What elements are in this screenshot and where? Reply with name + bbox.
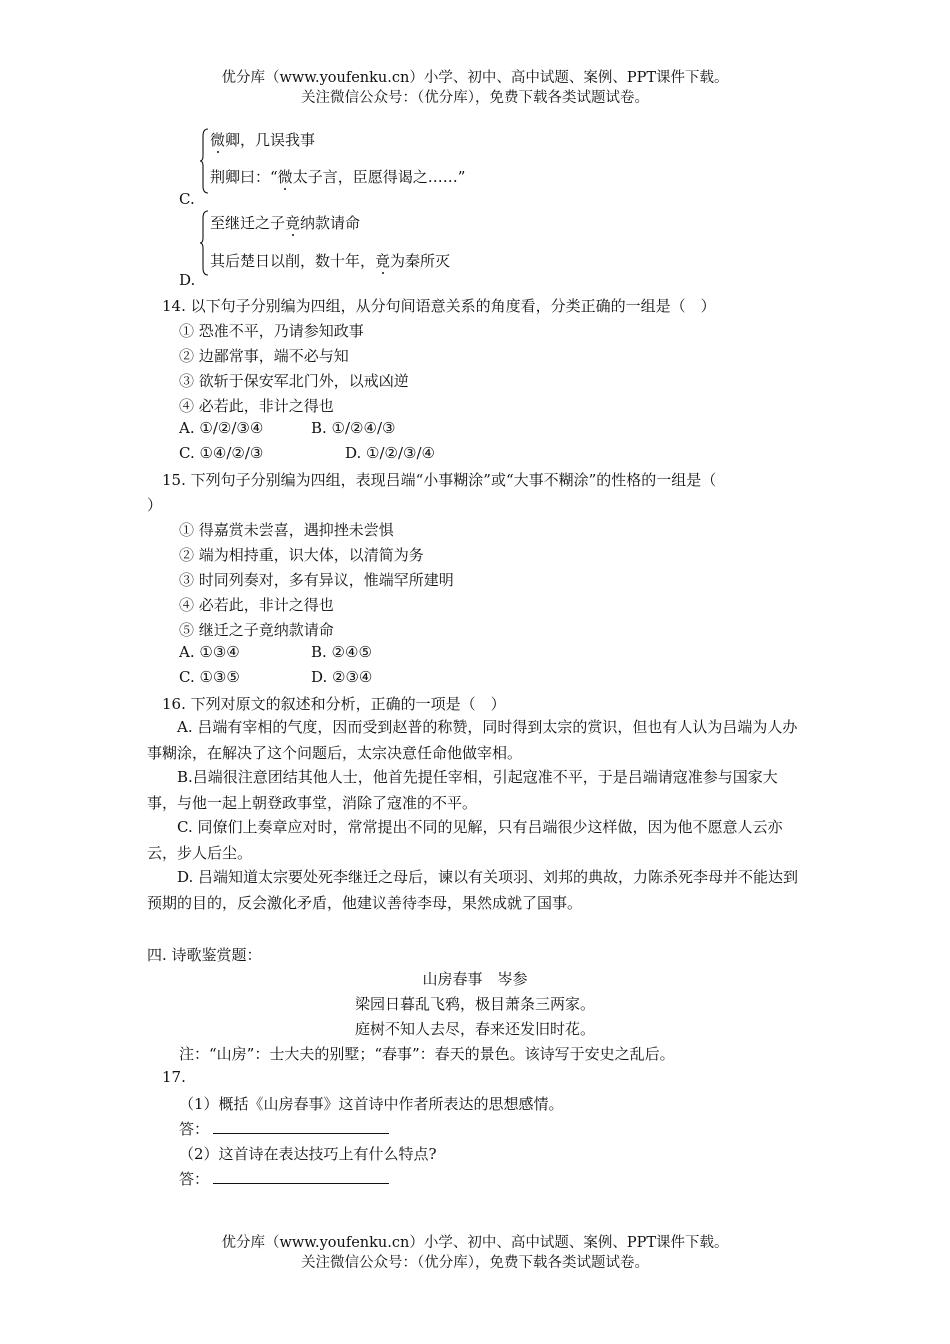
answer-line-1[interactable] xyxy=(179,1118,389,1139)
header-line-2: 关注微信公众号：（优分库），免费下载各类试题试卷。 xyxy=(301,90,649,106)
brace-c xyxy=(199,128,209,194)
q13-c-line2: 荆卿曰：“微太子言，臣愿得谒之……” xyxy=(210,168,466,186)
q15-option-d: D. ②③④ xyxy=(311,668,373,686)
q13-c-label: C. xyxy=(179,190,195,208)
q14-option-c: C. ①④/②/③ xyxy=(179,444,264,462)
answer-blank[interactable] xyxy=(213,1119,389,1134)
q14-option-a: A. ①/②/③④ xyxy=(179,419,264,437)
q15-option-c: C. ①③⑤ xyxy=(179,668,240,686)
section-title: 四. 诗歌鉴赏题： xyxy=(147,946,262,964)
q13-d-line2: 其后楚日以削，数十年，竟为秦所灭 xyxy=(210,252,451,270)
q16-option-c: C. 同僚们上奏章应对时，常常提出不同的见解，只有吕端很少这样做，因为他不愿意人云亦云，步人后尘。 xyxy=(147,818,783,862)
brace-d xyxy=(199,210,209,276)
q17-sub-2: （2）这首诗在表达技巧上有什么特点? xyxy=(179,1145,437,1163)
answer-label: 答： xyxy=(179,1120,210,1138)
q14-item-4: ④ 必若此，非计之得也 xyxy=(179,397,334,415)
q15-stem-cont: ） xyxy=(147,496,163,514)
header-line-1: 优分库（www.youfenku.cn）小学、初中、高中试题、案例、PPT课件下载。 xyxy=(221,70,729,86)
q13-d-line1: 至继迁之子竟纳款请命 xyxy=(210,214,361,232)
q17-sub-1: （1）概括《山房春事》这首诗中作者所表达的思想感情。 xyxy=(179,1095,564,1113)
emphasis-char: 竟 xyxy=(285,214,301,232)
emphasis-char: 竟 xyxy=(375,252,391,270)
q15-option-a: A. ①③④ xyxy=(179,643,240,661)
q16-option-a: A. 吕端有宰相的气度，因而受到赵普的称赞，同时得到太宗的赏识，但也有人认为吕端为人办事糊涂，在解决了这个问题后，太宗决意任命他做宰相。 xyxy=(147,718,798,762)
q15-item-3: ③ 时同列奏对，多有异议，惟端罕所建明 xyxy=(179,571,454,589)
q14-option-d: D. ①/②/③/④ xyxy=(345,444,435,462)
q14-item-1: ① 恐准不平，乃请参知政事 xyxy=(179,322,364,340)
q14-option-b: B. ①/②④/③ xyxy=(311,419,396,437)
answer-line-2[interactable] xyxy=(179,1168,389,1189)
poem-line-1: 梁园日暮乱飞鸦，极目萧条三两家。 xyxy=(354,995,595,1013)
poem-note: 注：“山房”：士大夫的别墅；“春事”：春天的景色。该诗写于安史之乱后。 xyxy=(179,1045,675,1063)
q16-option-b: B.吕端很注意团结其他人士，他首先提任宰相，引起寇准不平，于是吕端请寇准参与国家大事，与他一起上朝登政事堂，消除了寇准的不平。 xyxy=(147,768,778,812)
q15-item-2: ② 端为相持重，识大体，以清简为务 xyxy=(179,546,424,564)
poem-title: 山房春事 岑参 xyxy=(422,970,528,988)
q14-item-3: ③ 欲斩于保安军北门外，以戒凶逆 xyxy=(179,372,409,390)
footer-line-2: 关注微信公众号：（优分库），免费下载各类试题试卷。 xyxy=(301,1255,649,1271)
question-17-number: 17. xyxy=(162,1068,186,1086)
emphasis-char: 微 xyxy=(277,168,293,186)
q15-item-1: ① 得嘉赏未尝喜，遇抑挫未尝惧 xyxy=(179,521,394,539)
answer-blank[interactable] xyxy=(213,1169,389,1184)
q16-stem: 16. 下列对原文的叙述和分析，正确的一项是（ ） xyxy=(162,695,506,713)
q15-item-5: ⑤ 继迁之子竟纳款请命 xyxy=(179,621,334,639)
poem-line-2: 庭树不知人去尽，春来还发旧时花。 xyxy=(354,1020,595,1038)
q15-stem: 15. 下列句子分别编为四组，表现吕端“小事糊涂”或“大事不糊涂”的性格的一组是（ xyxy=(162,471,717,489)
q15-item-4: ④ 必若此，非计之得也 xyxy=(179,596,334,614)
q13-c-line1: 微卿，几误我事 xyxy=(210,131,316,149)
q14-stem: 14. 以下句子分别编为四组，从分句间语意关系的角度看，分类正确的一组是（ ） xyxy=(162,297,716,315)
q14-item-2: ② 边鄙常事，端不必与知 xyxy=(179,347,349,365)
q16-option-d: D. 吕端知道太宗要处死李继迁之母后，谏以有关项羽、刘邦的典故，力陈杀死李母并不能达到预期的目的，反会激化矛盾，他建议善待李母，果然成就了国事。 xyxy=(147,868,799,912)
answer-label: 答： xyxy=(179,1170,210,1188)
q15-option-b: B. ②④⑤ xyxy=(311,643,372,661)
footer-line-1: 优分库（www.youfenku.cn）小学、初中、高中试题、案例、PPT课件下载。 xyxy=(221,1235,729,1251)
q13-d-label: D. xyxy=(179,271,196,289)
emphasis-char: 微 xyxy=(210,131,226,149)
